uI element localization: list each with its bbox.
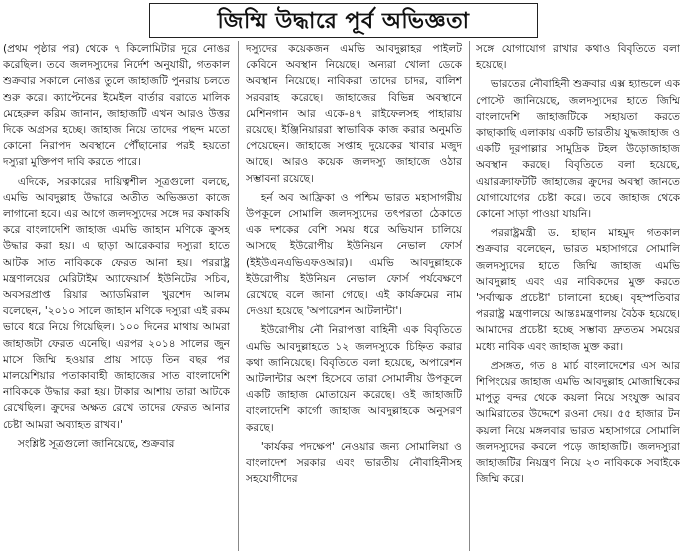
paragraph: ইউরোপীয় নৌ নিরাপত্তা বাহিনী এক বিবৃতিতে এমভি আবদুল্লাহতে ১২ জলদস্যুকে চিহ্নিত করার কথা জানিয়েছে। বিবৃতিতে বলা হয়েছে, অপারেশন আটলান্টার অংশ হিসেবে তারা সোমালীয় উপকূলে একটি জাহাজ মোতায়েন করেছে। ওই জাহাজটি বাংলাদেশি কার্গো জাহাজ আবদুল্লাহকে অনুসরণ করছে। <box>246 324 462 434</box>
article-column-2 <box>246 41 462 551</box>
paragraph: সংশ্লিষ্ট সূত্রগুলো জানিয়েছে, শুক্রবার <box>17 437 175 450</box>
paragraph: পররাষ্ট্রমন্ত্রী ড. হাছান মাহমুদ গতকাল শুক্রবার বলেছেন, ভারত মহাসাগরে সোমালি জলদস্যুদের হাতে জিম্মি জাহাজ এমভি আবদুল্লাহ এবং এর নাবিকদের মুক্ত করতে 'সর্বাত্মক প্রচেষ্টা' চালানো হচ্ছে। বৃহস্পতিবার পররাষ্ট্র মন্ত্রণালয়ে আন্তঃমন্ত্রণালয় বৈঠক হয়েছে। আমাদের প্রচেষ্টা হচ্ছে সম্ভাব্য দ্রুততম সময়ের মধ্যে নাবিক এবং জাহাজ মুক্ত করা। <box>476 227 680 353</box>
paragraph: দস্যুদের কয়েকজন এমভি আবদুল্লাহর পাইলট কেবিনে অবস্থান নিয়েছে। অন্যরা খোলা ডেকে অবস্থান নিয়েছে। নাবিকরা তাদের চাদর, বালিশ সরবরাহ করেছে। জাহাজের বিভিন্ন অবস্থানে মেশিনগান আর একে-৪৭ রাইফেলসহ পাহারায় রয়েছে। ইঞ্জিনিয়াররা স্বাভাবিক কাজ করার অনুমতি পেয়েছেন। জাহাজে সপ্তাহ দুয়েকের খাবার মজুদ আছে। আরও কয়েক জলদস্যু জাহাজে ওঠার সম্ভাবনা রয়েছে। <box>246 43 462 185</box>
article-column-1 <box>3 41 230 551</box>
paragraph: সঙ্গে যোগাযোগ রাখার কথাও বিবৃতিতে বলা হয়েছে। <box>476 43 680 72</box>
paragraph: এদিকে, সরকারের দায়িত্বশীল সূত্রগুলো বলছে, এমভি আবদুল্লাহ উদ্ধারে অতীত অভিজ্ঞতা কাজে লাগানো হবে। এর আগে জলদস্যুদের সঙ্গে দর কষাকষি করে বাংলাদেশি জাহাজ এমভি জাহান মণিকে ক্রুসহ উদ্ধার করা হয়। এ ছাড়া আরেকবার দস্যুরা হাতে আটক সাত নাবিককে ফেরত আনা হয়। পররাষ্ট্র মন্ত্রণালয়ের মেরিটাইম অ্যাফেয়ার্স ইউনিটের সচিব, অবসরপ্রাপ্ত রিয়ার অ্যাডমিরাল খুরশেদ আলম বলেছেন, '২০১০ সালে জাহান মণিকে দস্যুরা এই রকম ভাবে ধরে নিয়ে গিয়েছিল। ১০০ দিনের মাথায় আমরা জাহাজটা ফেরত এনেছি। এরপর ২০১৪ সালের জুন মাসে জিম্মি হওয়ার প্রায় সাড়ে তিন বছর পর মালয়েশিয়ার পতাকাবাহী জাহাজের সাত বাংলাদেশি নাবিককে উদ্ধার করা হয়। টাকার আশায় তারা আটকে রেখেছিল। ক্রুদের অক্ষত রেখে তাদের ফেরত আনার চেষ্টা আমরা অব্যাহত রাখব।' <box>3 175 230 431</box>
paragraph: ভারতের নৌবাহিনী শুক্রবার এক্স হ্যান্ডলে এক পোস্টে জানিয়েছে, জলদস্যুদের হাতে জিম্মি বাংলাদেশি জাহাজটিকে সহায়তা করতে কাছাকাছি এলাকায় একটি ভারতীয় যুদ্ধজাহাজ ও একটি দূরপাল্লার সামুদ্রিক টহল উড়োজাহাজ অবস্থান করছে। বিবৃতিতে বলা হয়েছে, এয়ারক্র্যাফটটি জাহাজের ক্রুদের অবস্থা জানতে যোগাযোগের চেষ্টা করে। তবে জাহাজ থেকে কোনো সাড়া পাওয়া যায়নি। <box>476 78 680 221</box>
column-divider <box>469 41 470 551</box>
column-divider <box>238 41 239 551</box>
headline: জিম্মি উদ্ধারে পূর্ব অভিজ্ঞতা <box>217 7 470 34</box>
headline-box <box>149 3 538 38</box>
paragraph: (প্রথম পৃষ্ঠার পর) থেকে ৭ কিলোমিটার দূরে নোঙর করেছিল। তবে জলদস্যুদের নির্দেশ অনুযায়ী, গতকাল শুক্রবার সকালে নোঙর তুলে জাহাজটি পুনরায় চলতে শুরু করে। ক্যাপ্টেনের ইমেইল বার্তার বরাতে মালিক মেহেরুল করিম জানান, জাহাজটি এখন আরও উত্তর দিকে অগ্রসর হচ্ছে। জাহাজ নিয়ে তাদের পছন্দ মতো কোনো নিরাপদ অবস্থানে পৌঁছানোর পরই হয়তো দস্যুরা মুক্তিপণ দাবি করতে পারে। <box>3 43 230 169</box>
article-column-3 <box>476 41 680 551</box>
paragraph: 'কার্যকর পদক্ষেপ' নেওয়ার জন্য সোমালিয়া ও বাংলাদেশ সরকার এবং ভারতীয় নৌবাহিনীসহ সহযোগীদের <box>246 440 462 486</box>
paragraph: হর্ন অব আফ্রিকা ও পশ্চিম ভারত মহাসাগরীয় উপকূলে সোমালি জলদস্যুদের তৎপরতা ঠেকাতে এক দশকের বেশি সময় ধরে অভিযান চালিয়ে আসছে ইউরোপীয় ইউনিয়ন নেভাল ফোর্স (ইইউএনএভিএফওআর)। এমভি আবদুল্লাহকে ইউরোপীয় ইউনিয়ন নেভাল ফোর্স পর্যবেক্ষণে রেখেছে বলে জানা গেছে। এই কার্যক্রমের নাম দেওয়া হয়েছে 'অপারেশন আটলান্টা'। <box>246 191 462 318</box>
paragraph: প্রসঙ্গত, গত ৪ মার্চ বাংলাদেশের এস আর শিপিংয়ের জাহাজ এমভি আবদুল্লাহ মোজাম্বিকের মাপুতু বন্দর থেকে কয়লা নিয়ে সংযুক্ত আরব আমিরাতের উদ্দেশে রওনা দেয়। ৫৫ হাজার টন কয়লা নিয়ে মঙ্গলবার ভারত মহাসাগরে সোমালি জলদস্যুদের কবলে পড়ে জাহাজটি। জলদস্যুরা জাহাজটির নিয়ন্ত্রণ নিয়ে ২৩ নাবিককে সবাইকে জিম্মি করে। <box>476 359 680 486</box>
